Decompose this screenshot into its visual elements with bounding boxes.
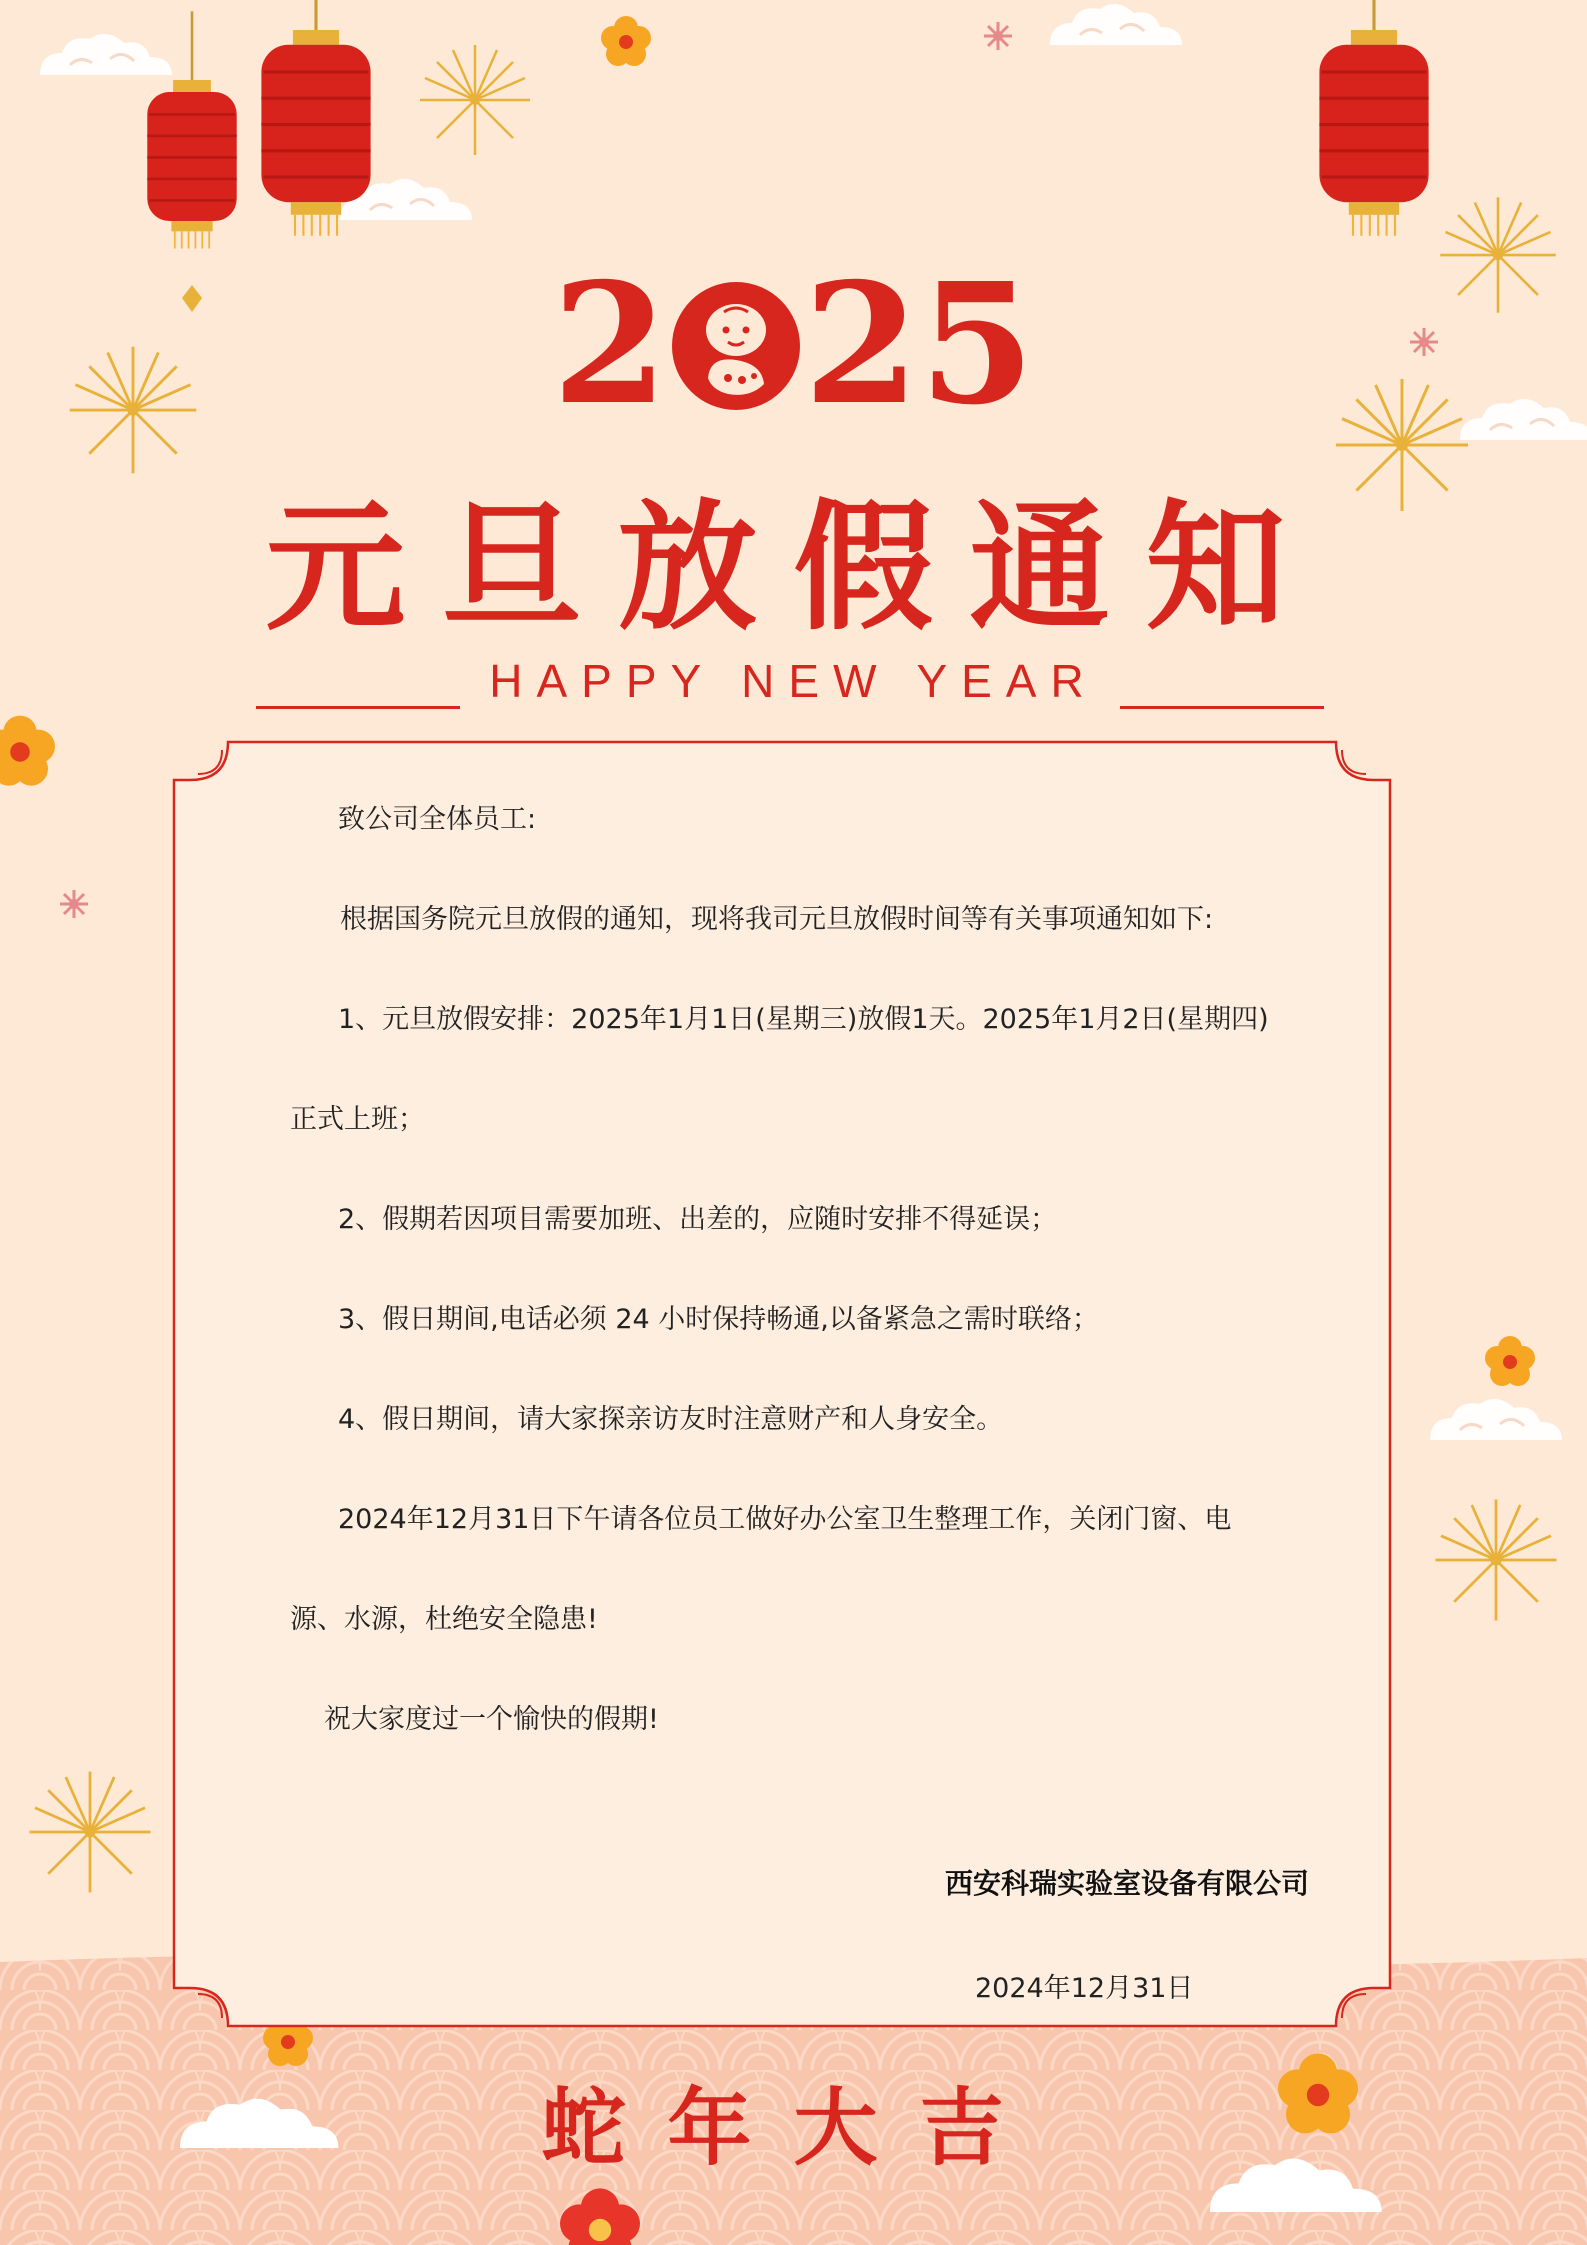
closing-line: 祝大家度过一个愉快的假期!	[324, 1704, 659, 1735]
salutation: 致公司全体员工:	[338, 804, 537, 835]
subtitle-rule-right	[1120, 706, 1324, 709]
item-1-line-1: 1、元旦放假安排：2025年1月1日(星期三)放假1天。2025年1月2日(星期四)	[338, 1004, 1269, 1035]
lantern-icon	[147, 11, 236, 248]
subtitle-rule-left	[256, 706, 460, 709]
notice-line-1: 2024年12月31日下午请各位员工做好办公室卫生整理工作，关闭门窗、电	[338, 1504, 1232, 1535]
item-3: 3、假日期间,电话必须 24 小时保持畅通,以备紧急之需时联络；	[338, 1304, 1099, 1335]
snake-mascot-icon	[670, 272, 802, 404]
item-1-line-2: 正式上班；	[290, 1104, 425, 1135]
item-4: 4、假日期间，请大家探亲访友时注意财产和人身安全。	[338, 1404, 1004, 1435]
company-signature: 西安科瑞实验室设备有限公司	[944, 1867, 1309, 1900]
year-heading	[0, 247, 1587, 442]
intro-paragraph: 根据国务院元旦放假的通知，现将我司元旦放假时间等有关事项通知如下:	[340, 904, 1214, 935]
lantern-icon	[1319, 0, 1428, 236]
letter-date: 2024年12月31日	[975, 1973, 1194, 2004]
page-subtitle: HAPPY NEW YEAR	[489, 655, 1098, 707]
footer-blessing: 蛇年大吉	[541, 2078, 1046, 2177]
year-digit: 5	[919, 247, 1035, 442]
notice-line-2: 源、水源，杜绝安全隐患!	[290, 1604, 598, 1635]
year-digit: 2	[552, 247, 668, 442]
year-digit: 2	[803, 247, 920, 442]
item-2: 2、假期若因项目需要加班、出差的，应随时安排不得延误；	[338, 1204, 1058, 1235]
page-title: 元旦放假通知	[265, 486, 1322, 650]
